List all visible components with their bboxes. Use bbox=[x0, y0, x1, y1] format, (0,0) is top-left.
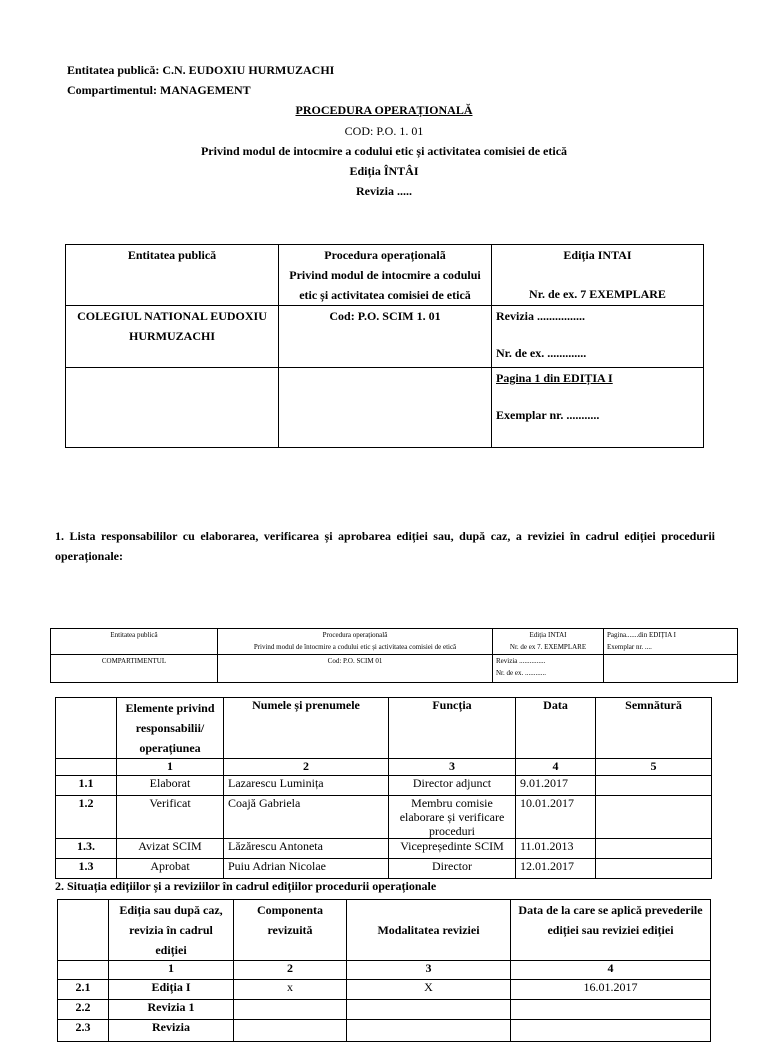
function: Vicepreședinte SCIM bbox=[389, 839, 516, 859]
row-number: 1.3 bbox=[56, 859, 117, 879]
col-number bbox=[56, 759, 117, 776]
section-1-heading-line1: 1. Lista responsabililor cu elaborarea, verificarea și aprobarea ediției sau, după caz, a reviziei în cadrul ediției procedurii bbox=[55, 529, 715, 543]
cell-edition: Ediția INTAI Nr. de ex 7. EXEMPLARE bbox=[493, 629, 604, 655]
person-name: Puiu Adrian Nicolae bbox=[224, 859, 389, 879]
cell-procedure: Procedura operațională Privind modul de întocmire a codului etic și activitatea comisiei de etică bbox=[218, 629, 493, 655]
header-cell: Data de la care se aplică prevederile ediției sau reviziei ediției bbox=[511, 900, 711, 961]
col-number: 3 bbox=[389, 759, 516, 776]
signature bbox=[596, 796, 712, 839]
editions-table bbox=[57, 899, 711, 1042]
component: x bbox=[234, 980, 347, 1000]
document-edition: Ediția ÎNTÂI bbox=[349, 164, 419, 178]
operation: Verificat bbox=[117, 796, 224, 839]
date: 10.01.2017 bbox=[516, 796, 596, 839]
header-cell: Data bbox=[516, 698, 596, 759]
col-number: 1 bbox=[117, 759, 224, 776]
cell-edition-header: Ediția INTAI Nr. de ex. 7 EXEMPLARE bbox=[492, 245, 704, 306]
header-cell: Modalitatea reviziei bbox=[347, 900, 511, 961]
table-row bbox=[58, 1020, 711, 1042]
modality bbox=[347, 1020, 511, 1042]
col-number: 1 bbox=[109, 961, 234, 980]
document-code: COD: P.O. 1. 01 bbox=[344, 124, 424, 138]
col-number: 5 bbox=[596, 759, 712, 776]
table-row bbox=[56, 776, 712, 796]
row-number: 2.2 bbox=[58, 1000, 109, 1020]
header-cell: Componenta revizuită bbox=[234, 900, 347, 961]
col-number: 2 bbox=[234, 961, 347, 980]
application-date: 16.01.2017 bbox=[511, 980, 711, 1000]
row-number: 1.3. bbox=[56, 839, 117, 859]
document-subject: Privind modul de intocmire a codului etic și activitatea comisiei de etică bbox=[200, 144, 568, 158]
function: Membru comisie elaborare și verificare proceduri bbox=[389, 796, 516, 839]
date: 9.01.2017 bbox=[516, 776, 596, 796]
row-number: 1.2 bbox=[56, 796, 117, 839]
operation: Avizat SCIM bbox=[117, 839, 224, 859]
function: Director adjunct bbox=[389, 776, 516, 796]
header-cell: Elemente privind responsabilii/ operațiunea bbox=[117, 698, 224, 759]
cell-entity: Entitatea publică bbox=[51, 629, 218, 655]
application-date bbox=[511, 1000, 711, 1020]
cell-department: COMPARTIMENTUL bbox=[51, 655, 218, 683]
header-cell: Funcția bbox=[389, 698, 516, 759]
identification-table bbox=[65, 244, 704, 448]
cell-empty bbox=[66, 368, 279, 448]
header-cell: Numele și prenumele bbox=[224, 698, 389, 759]
date: 11.01.2013 bbox=[516, 839, 596, 859]
signature bbox=[596, 776, 712, 796]
header-cell: Semnătură bbox=[596, 698, 712, 759]
person-name: Lazarescu Luminița bbox=[224, 776, 389, 796]
edition: Revizia bbox=[109, 1020, 234, 1042]
document-title: PROCEDURA OPERAȚIONALĂ bbox=[295, 103, 473, 117]
table-row bbox=[58, 980, 711, 1000]
page-header-table bbox=[50, 628, 738, 683]
table-row bbox=[56, 796, 712, 839]
cell-empty bbox=[604, 655, 738, 683]
col-number: 4 bbox=[516, 759, 596, 776]
cell-entity-header: Entitatea publică bbox=[66, 245, 279, 306]
col-number: 4 bbox=[511, 961, 711, 980]
signature bbox=[596, 859, 712, 879]
cell-empty bbox=[279, 368, 492, 448]
cell-procedure-header: Procedura operaționalã Privind modul de intocmire a codului etic și activitatea comisiei de etică bbox=[279, 245, 492, 306]
modality bbox=[347, 1000, 511, 1020]
application-date bbox=[511, 1020, 711, 1042]
col-number: 2 bbox=[224, 759, 389, 776]
edition: Ediția I bbox=[109, 980, 234, 1000]
component bbox=[234, 1020, 347, 1042]
row-number: 2.1 bbox=[58, 980, 109, 1000]
document-revision: Revizia ..... bbox=[356, 184, 412, 198]
cell-entity-name: COLEGIUL NATIONAL EUDOXIU HURMUZACHI bbox=[66, 306, 279, 368]
entity-line: Entitatea publică: C.N. EUDOXIU HURMUZACHI bbox=[67, 63, 335, 77]
date: 12.01.2017 bbox=[516, 859, 596, 879]
col-number bbox=[58, 961, 109, 980]
person-name: Lăzărescu Antoneta bbox=[224, 839, 389, 859]
function: Director bbox=[389, 859, 516, 879]
header-cell bbox=[56, 698, 117, 759]
operation: Elaborat bbox=[117, 776, 224, 796]
row-number: 1.1 bbox=[56, 776, 117, 796]
section-2-heading: 2. Situația edițiilor și a reviziilor în cadrul edițiilor procedurii operaționale bbox=[55, 879, 437, 893]
table-row bbox=[56, 859, 712, 879]
cell-procedure-code: Cod: P.O. SCIM 1. 01 bbox=[279, 306, 492, 368]
component bbox=[234, 1000, 347, 1020]
section-1-heading-line2: operaționale: bbox=[55, 549, 123, 563]
header-cell: Ediția sau după caz, revizia în cadrul ediției bbox=[109, 900, 234, 961]
responsibles-table bbox=[55, 697, 712, 879]
operation: Aprobat bbox=[117, 859, 224, 879]
cell-code: Cod: P.O. SCIM 01 bbox=[218, 655, 493, 683]
header-cell bbox=[58, 900, 109, 961]
row-number: 2.3 bbox=[58, 1020, 109, 1042]
cell-revision: Revizia ............... Nr. de ex. ............ bbox=[493, 655, 604, 683]
modality: X bbox=[347, 980, 511, 1000]
col-number: 3 bbox=[347, 961, 511, 980]
cell-page: Pagina.......din EDIȚIA I Exemplar nr. .... bbox=[604, 629, 738, 655]
cell-revision: Revizia ................ Nr. de ex. ............. bbox=[492, 306, 704, 368]
department-line: Compartimentul: MANAGEMENT bbox=[67, 83, 251, 97]
cell-page-info: Pagina 1 din EDIȚIA I Exemplar nr. ........... bbox=[492, 368, 704, 448]
edition: Revizia 1 bbox=[109, 1000, 234, 1020]
signature bbox=[596, 839, 712, 859]
person-name: Coajă Gabriela bbox=[224, 796, 389, 839]
table-row bbox=[56, 839, 712, 859]
table-row bbox=[58, 1000, 711, 1020]
